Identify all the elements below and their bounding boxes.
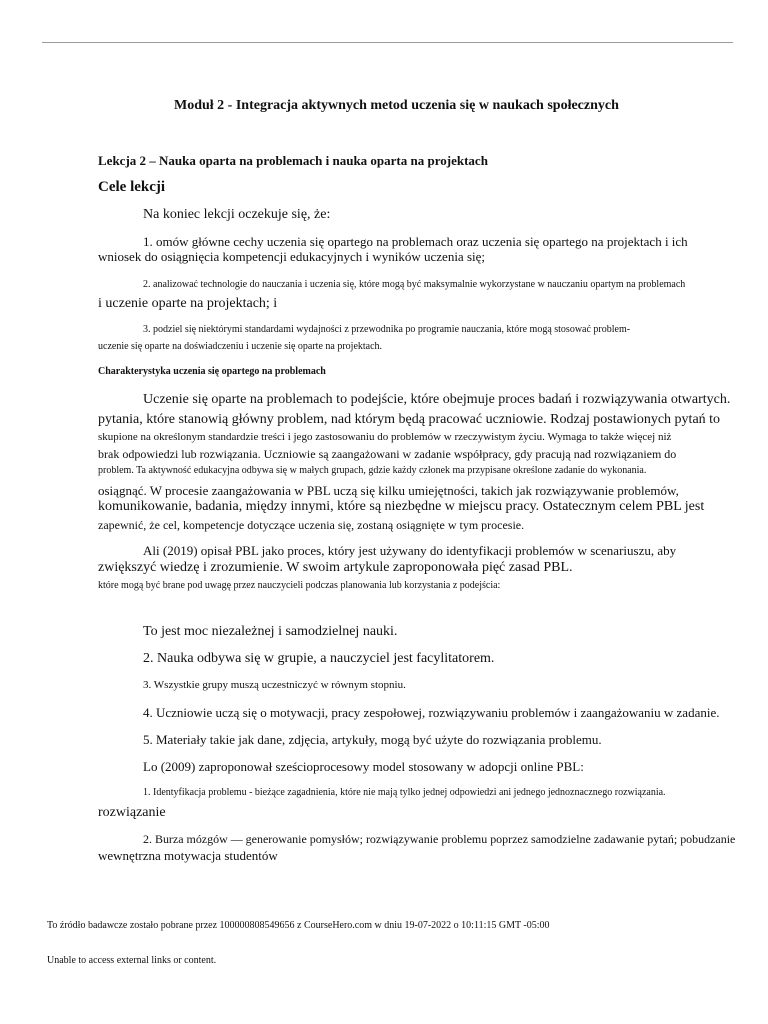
principle-1: To jest moc niezależnej i samodzielnej nauki.	[143, 624, 398, 639]
step-2-line-1: 2. Burza mózgów — generowanie pomysłów; rozwiązywanie problemu poprzez samodzielne zadawanie pytań; pobudzanie	[143, 832, 736, 846]
goal-2-line-1: 2. analizować technologie do nauczania i uczenia się, które mogą być maksymalnie wykorzystane w nauczaniu opartym na problemach	[143, 279, 686, 290]
p2-line-2: zwiększyć wiedzę i zrozumienie. W swoim artykule zaproponowała pięć zasad PBL.	[98, 560, 573, 575]
p1-line-8: zapewnić, że cel, kompetencje dotyczące uczenia się, zostaną osiągnięte w tym procesie.	[98, 518, 525, 532]
goal-2-line-2: i uczenie oparte na projektach; i	[98, 296, 278, 311]
step-2-line-2: wewnętrzna motywacja studentów	[98, 848, 278, 863]
p2-line-1: Ali (2019) opisał PBL jako proces, który jest używany do identyfikacji problemów w scenariuszu, aby	[143, 543, 677, 558]
p1-line-3: skupione na określonym standardzie treści i jego zastosowaniu do problemów w rzeczywistym życiu. Wymaga to także więcej niż	[98, 431, 672, 443]
source-footer: To źródło badawcze zostało pobrane przez 100000808549656 z CourseHero.com w dniu 19-07-2022 o 10:11:15 GMT -05:00	[47, 920, 550, 931]
access-notice: Unable to access external links or content.	[47, 955, 217, 966]
p1-line-1: Uczenie się oparte na problemach to podejście, które obejmuje proces badań i rozwiązywania otwartych.	[143, 392, 731, 407]
principle-4: 4. Uczniowie uczą się o motywacji, pracy zespołowej, rozwiązywaniu problemów i zaangażowaniu w zadanie.	[143, 705, 720, 720]
step-1-line-1: 1. Identyfikacja problemu - bieżące zagadnienia, które nie mają tylko jednej odpowiedzi ani jednego jednoznacznego rozwiązania.	[143, 787, 666, 798]
principle-3: 3. Wszystkie grupy muszą uczestniczyć w równym stopniu.	[143, 679, 406, 691]
goal-3-line-1: 3. podziel się niektórymi standardami wydajności z przewodnika po programie nauczania, które mogą stosować problem-	[143, 324, 631, 335]
lesson-title: Lekcja 2 – Nauka oparta na problemach i nauka oparta na projektach	[98, 153, 488, 168]
section-heading: Charakterystyka uczenia się opartego na problemach	[98, 366, 326, 377]
module-title: Moduł 2 - Integracja aktywnych metod uczenia się w naukach społecznych	[174, 98, 619, 113]
principle-2: 2. Nauka odbywa się w grupie, a nauczyciel jest facylitatorem.	[143, 651, 495, 666]
principle-5: 5. Materiały takie jak dane, zdjęcia, artykuły, mogą być użyte do rozwiązania problemu.	[143, 732, 602, 747]
p1-line-7: komunikowanie, badania, między innymi, które są niezbędne w miejscu pracy. Ostatecznym celem PBL jest	[98, 499, 705, 514]
p1-line-5: problem. Ta aktywność edukacyjna odbywa się w małych grupach, gdzie każdy członek ma przypisane określone zadanie do wykonania.	[98, 465, 647, 476]
goal-3-line-2: uczenie się oparte na doświadczeniu i uczenie się oparte na projektach.	[98, 341, 383, 352]
goals-heading: Cele lekcji	[98, 179, 166, 195]
p2-line-3: które mogą być brane pod uwagę przez nauczycieli podczas planowania lub korzystania z podejścia:	[98, 580, 501, 591]
top-divider	[42, 42, 733, 43]
p1-line-2: pytania, które stanowią główny problem, nad którym będą pracować uczniowie. Rodzaj postawionych pytań to	[98, 412, 721, 427]
step-1-line-2: rozwiązanie	[98, 805, 166, 820]
goal-1-line-2: wniosek do osiągnięcia kompetencji edukacyjnych i wyników uczenia się;	[98, 249, 485, 264]
goal-1-line-1: 1. omów główne cechy uczenia się opartego na problemach oraz uczenia się opartego na projektach i ich	[143, 234, 688, 249]
lo-model-intro: Lo (2009) zaproponował sześcioprocesowy model stosowany w adopcji online PBL:	[143, 759, 584, 774]
goals-intro: Na koniec lekcji oczekuje się, że:	[143, 207, 331, 222]
p1-line-4: brak odpowiedzi lub rozwiązania. Uczniowie są zaangażowani w zadanie współpracy, gdy pracują nad rozwiązaniem do	[98, 447, 677, 461]
p1-line-6: osiągnąć. W procesie zaangażowania w PBL uczą się kilku umiejętności, takich jak rozwiązywanie problemów,	[98, 483, 679, 498]
